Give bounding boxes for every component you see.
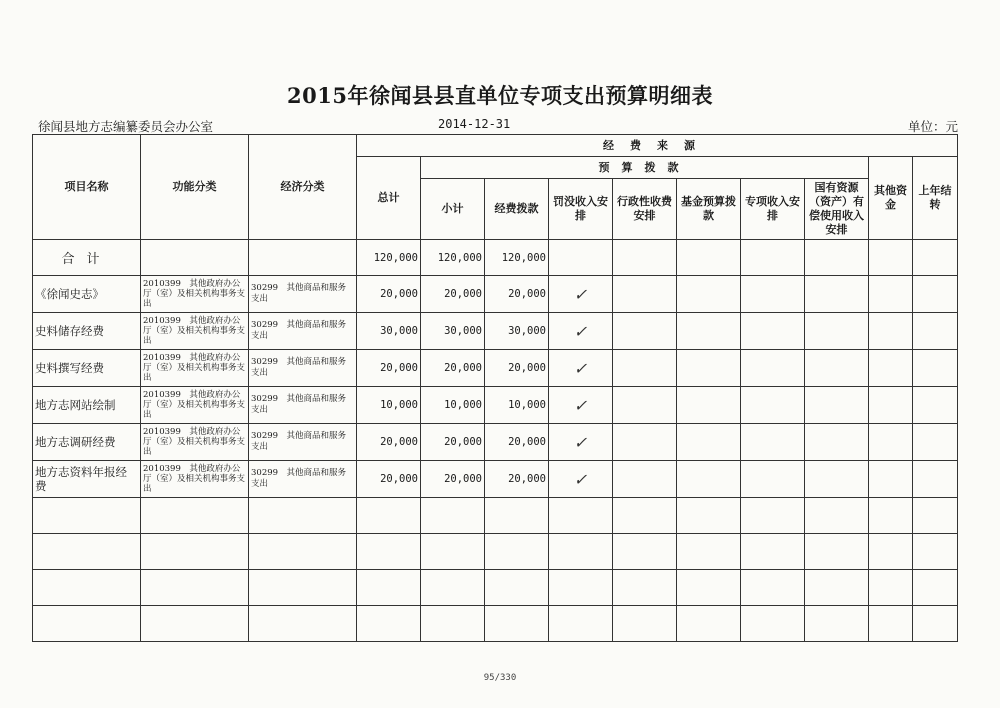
row-subtotal: 20,000 — [421, 276, 485, 313]
row-function-class: 2010399 其他政府办公厅（室）及相关机构事务支出 — [141, 387, 249, 424]
total-fund-allocation: 120,000 — [485, 240, 549, 276]
header-total: 总计 — [357, 157, 421, 240]
unit-label: 单位：元 — [907, 119, 958, 134]
empty-row — [33, 570, 958, 606]
row-fund-allocation: 10,000 — [485, 387, 549, 424]
row-subtotal: 10,000 — [421, 387, 485, 424]
header-function-class: 功能分类 — [141, 135, 249, 240]
header-special-income: 专项收入安排 — [741, 179, 805, 240]
handwritten-check-icon: ✓ — [549, 313, 613, 350]
row-project-name: 地方志资料年报经费 — [33, 461, 141, 498]
table-row — [33, 276, 958, 313]
handwritten-check-icon: ✓ — [549, 461, 613, 498]
row-fund-allocation: 20,000 — [485, 424, 549, 461]
row-function-class: 2010399 其他政府办公厅（室）及相关机构事务支出 — [141, 424, 249, 461]
row-project-name: 地方志网站绘制 — [33, 387, 141, 424]
row-subtotal: 20,000 — [421, 424, 485, 461]
header-fine-income: 罚没收入安排 — [549, 179, 613, 240]
row-fund-allocation: 20,000 — [485, 461, 549, 498]
handwritten-check-icon: ✓ — [549, 424, 613, 461]
empty-row — [33, 498, 958, 534]
table-row — [33, 387, 958, 424]
row-economic-class: 30299 其他商品和服务支出 — [249, 350, 357, 387]
row-function-class: 2010399 其他政府办公厅（室）及相关机构事务支出 — [141, 276, 249, 313]
row-project-name: 史料撰写经费 — [33, 350, 141, 387]
row-total: 30,000 — [357, 313, 421, 350]
document-title: 2015年徐闻县县直单位专项支出预算明细表 — [287, 83, 713, 108]
report-date: 2014-12-31 — [438, 117, 511, 131]
header-state-asset: 国有资源（资产）有偿使用收入安排 — [805, 179, 869, 240]
row-total: 20,000 — [357, 424, 421, 461]
row-subtotal: 20,000 — [421, 461, 485, 498]
row-function-class: 2010399 其他政府办公厅（室）及相关机构事务支出 — [141, 350, 249, 387]
header-fund-source: 经费来源 — [357, 135, 958, 157]
table-row — [33, 313, 958, 350]
table-row — [33, 461, 958, 498]
row-subtotal: 30,000 — [421, 313, 485, 350]
row-subtotal: 20,000 — [421, 350, 485, 387]
row-fund-allocation: 20,000 — [485, 350, 549, 387]
header-other-funds: 其他资金 — [869, 157, 913, 240]
header-admin-fee: 行政性收费安排 — [613, 179, 677, 240]
total-row — [33, 240, 958, 276]
total-subtotal: 120,000 — [421, 240, 485, 276]
handwritten-check-icon: ✓ — [549, 387, 613, 424]
row-function-class: 2010399 其他政府办公厅（室）及相关机构事务支出 — [141, 461, 249, 498]
handwritten-check-icon: ✓ — [549, 276, 613, 313]
row-project-name: 史料储存经费 — [33, 313, 141, 350]
header-last-year: 上年结转 — [913, 157, 958, 240]
row-total: 20,000 — [357, 461, 421, 498]
row-economic-class: 30299 其他商品和服务支出 — [249, 276, 357, 313]
total-total: 120,000 — [357, 240, 421, 276]
table-row — [33, 350, 958, 387]
row-economic-class: 30299 其他商品和服务支出 — [249, 387, 357, 424]
empty-row — [33, 606, 958, 642]
header-fund-allocation: 经费拨款 — [485, 179, 549, 240]
row-economic-class: 30299 其他商品和服务支出 — [249, 313, 357, 350]
row-fund-allocation: 30,000 — [485, 313, 549, 350]
table-row — [33, 424, 958, 461]
row-total: 20,000 — [357, 350, 421, 387]
row-fund-allocation: 20,000 — [485, 276, 549, 313]
row-project-name: 地方志调研经费 — [33, 424, 141, 461]
handwritten-check-icon: ✓ — [549, 350, 613, 387]
header-economic-class: 经济分类 — [249, 135, 357, 240]
budget-table — [32, 134, 958, 642]
header-subtotal: 小计 — [421, 179, 485, 240]
header-project-name: 项目名称 — [33, 135, 141, 240]
row-total: 20,000 — [357, 276, 421, 313]
row-economic-class: 30299 其他商品和服务支出 — [249, 461, 357, 498]
row-project-name: 《徐闻史志》 — [33, 276, 141, 313]
empty-row — [33, 534, 958, 570]
page-number: 95/330 — [483, 673, 517, 683]
organization-name: 徐闻县地方志编纂委员会办公室 — [38, 119, 214, 134]
row-function-class: 2010399 其他政府办公厅（室）及相关机构事务支出 — [141, 313, 249, 350]
row-total: 10,000 — [357, 387, 421, 424]
total-label: 合计 — [33, 240, 141, 276]
header-fund-budget: 基金预算拨款 — [677, 179, 741, 240]
header-budget-allocation: 预算拨款 — [421, 157, 869, 179]
row-economic-class: 30299 其他商品和服务支出 — [249, 424, 357, 461]
